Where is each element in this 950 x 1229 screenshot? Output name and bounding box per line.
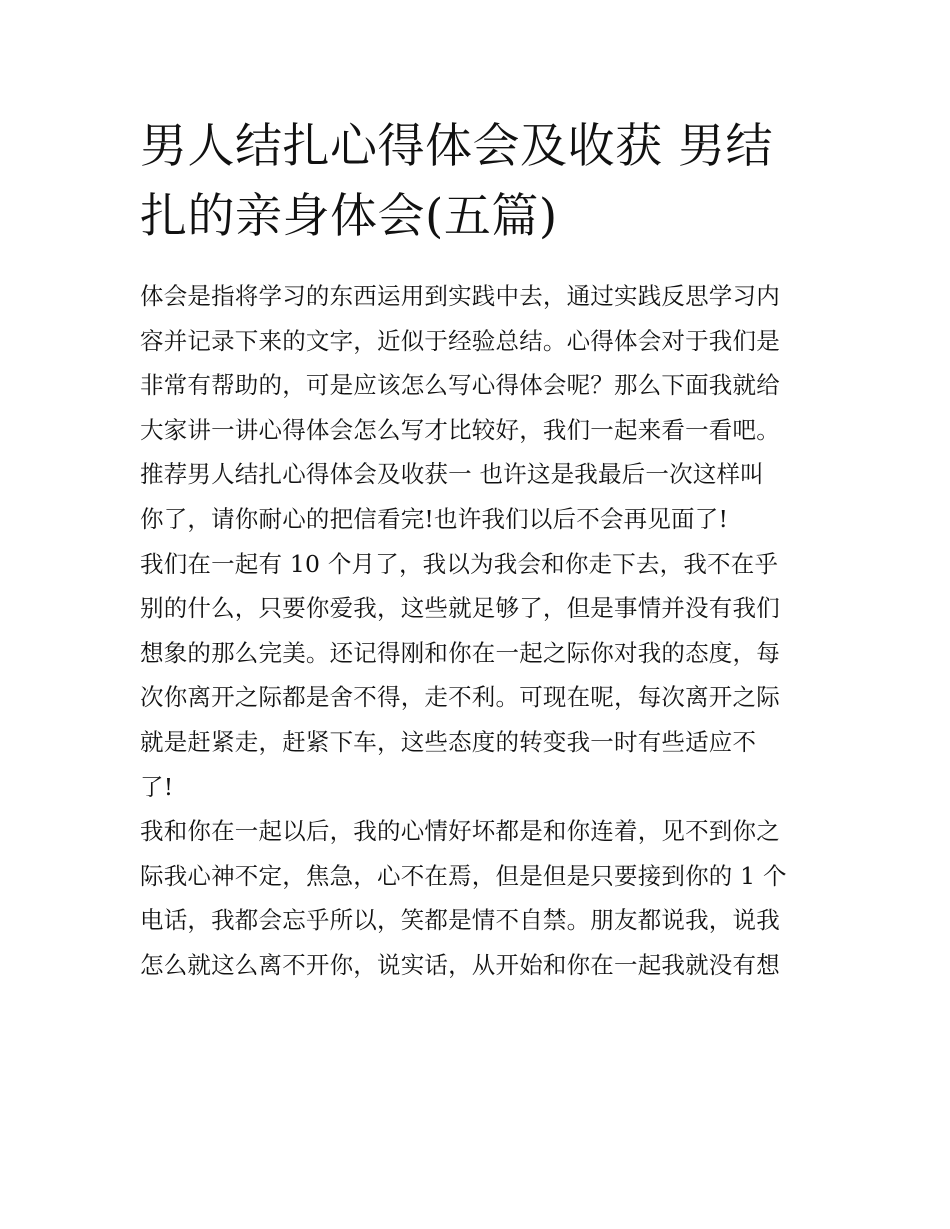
title-line: 男人结扎心得体会及收获 男结 <box>140 119 773 174</box>
document-content <box>140 112 812 988</box>
body-line: 大家讲一讲心得体会怎么写才比较好，我们一起来看一看吧。 <box>140 415 780 444</box>
body-line: 电话，我都会忘乎所以，笑都是情不自禁。朋友都说我，说我 <box>140 906 780 935</box>
body-line: 非常有帮助的，可是应该怎么写心得体会呢？那么下面我就给 <box>140 371 780 400</box>
title-line: 扎的亲身体会(五篇) <box>140 189 558 244</box>
document-title <box>140 112 812 252</box>
body-line: 容并记录下来的文字，近似于经验总结。心得体会对于我们是 <box>140 326 780 355</box>
body-line: 际我心神不定，焦急，心不在焉，但是但是只要接到你的 1 个 <box>140 861 787 890</box>
body-line: 次你离开之际都是舍不得，走不利。可现在呢，每次离开之际 <box>140 683 780 712</box>
body-line: 就是赶紧走，赶紧下车，这些态度的转变我一时有些适应不 <box>140 727 757 756</box>
body-line: 推荐男人结扎心得体会及收获一 也许这是我最后一次这样叫 <box>140 460 764 489</box>
body-line: 别的什么，只要你爱我，这些就足够了，但是事情并没有我们 <box>140 594 780 623</box>
body-line: 了! <box>140 772 174 801</box>
body-line: 我们在一起有 10 个月了，我以为我会和你走下去，我不在乎 <box>140 549 779 578</box>
body-line: 体会是指将学习的东西运用到实践中去，通过实践反思学习内 <box>140 282 780 310</box>
body-line: 你了，请你耐心的把信看完!也许我们以后不会再见面了! <box>140 504 729 533</box>
body-line: 怎么就这么离不开你，说实话，从开始和你在一起我就没有想 <box>140 950 780 979</box>
body-line: 我和你在一起以后，我的心情好坏都是和你连着，见不到你之 <box>140 817 780 846</box>
body-line: 想象的那么完美。还记得刚和你在一起之际你对我的态度，每 <box>140 638 780 667</box>
document-body <box>140 274 812 988</box>
